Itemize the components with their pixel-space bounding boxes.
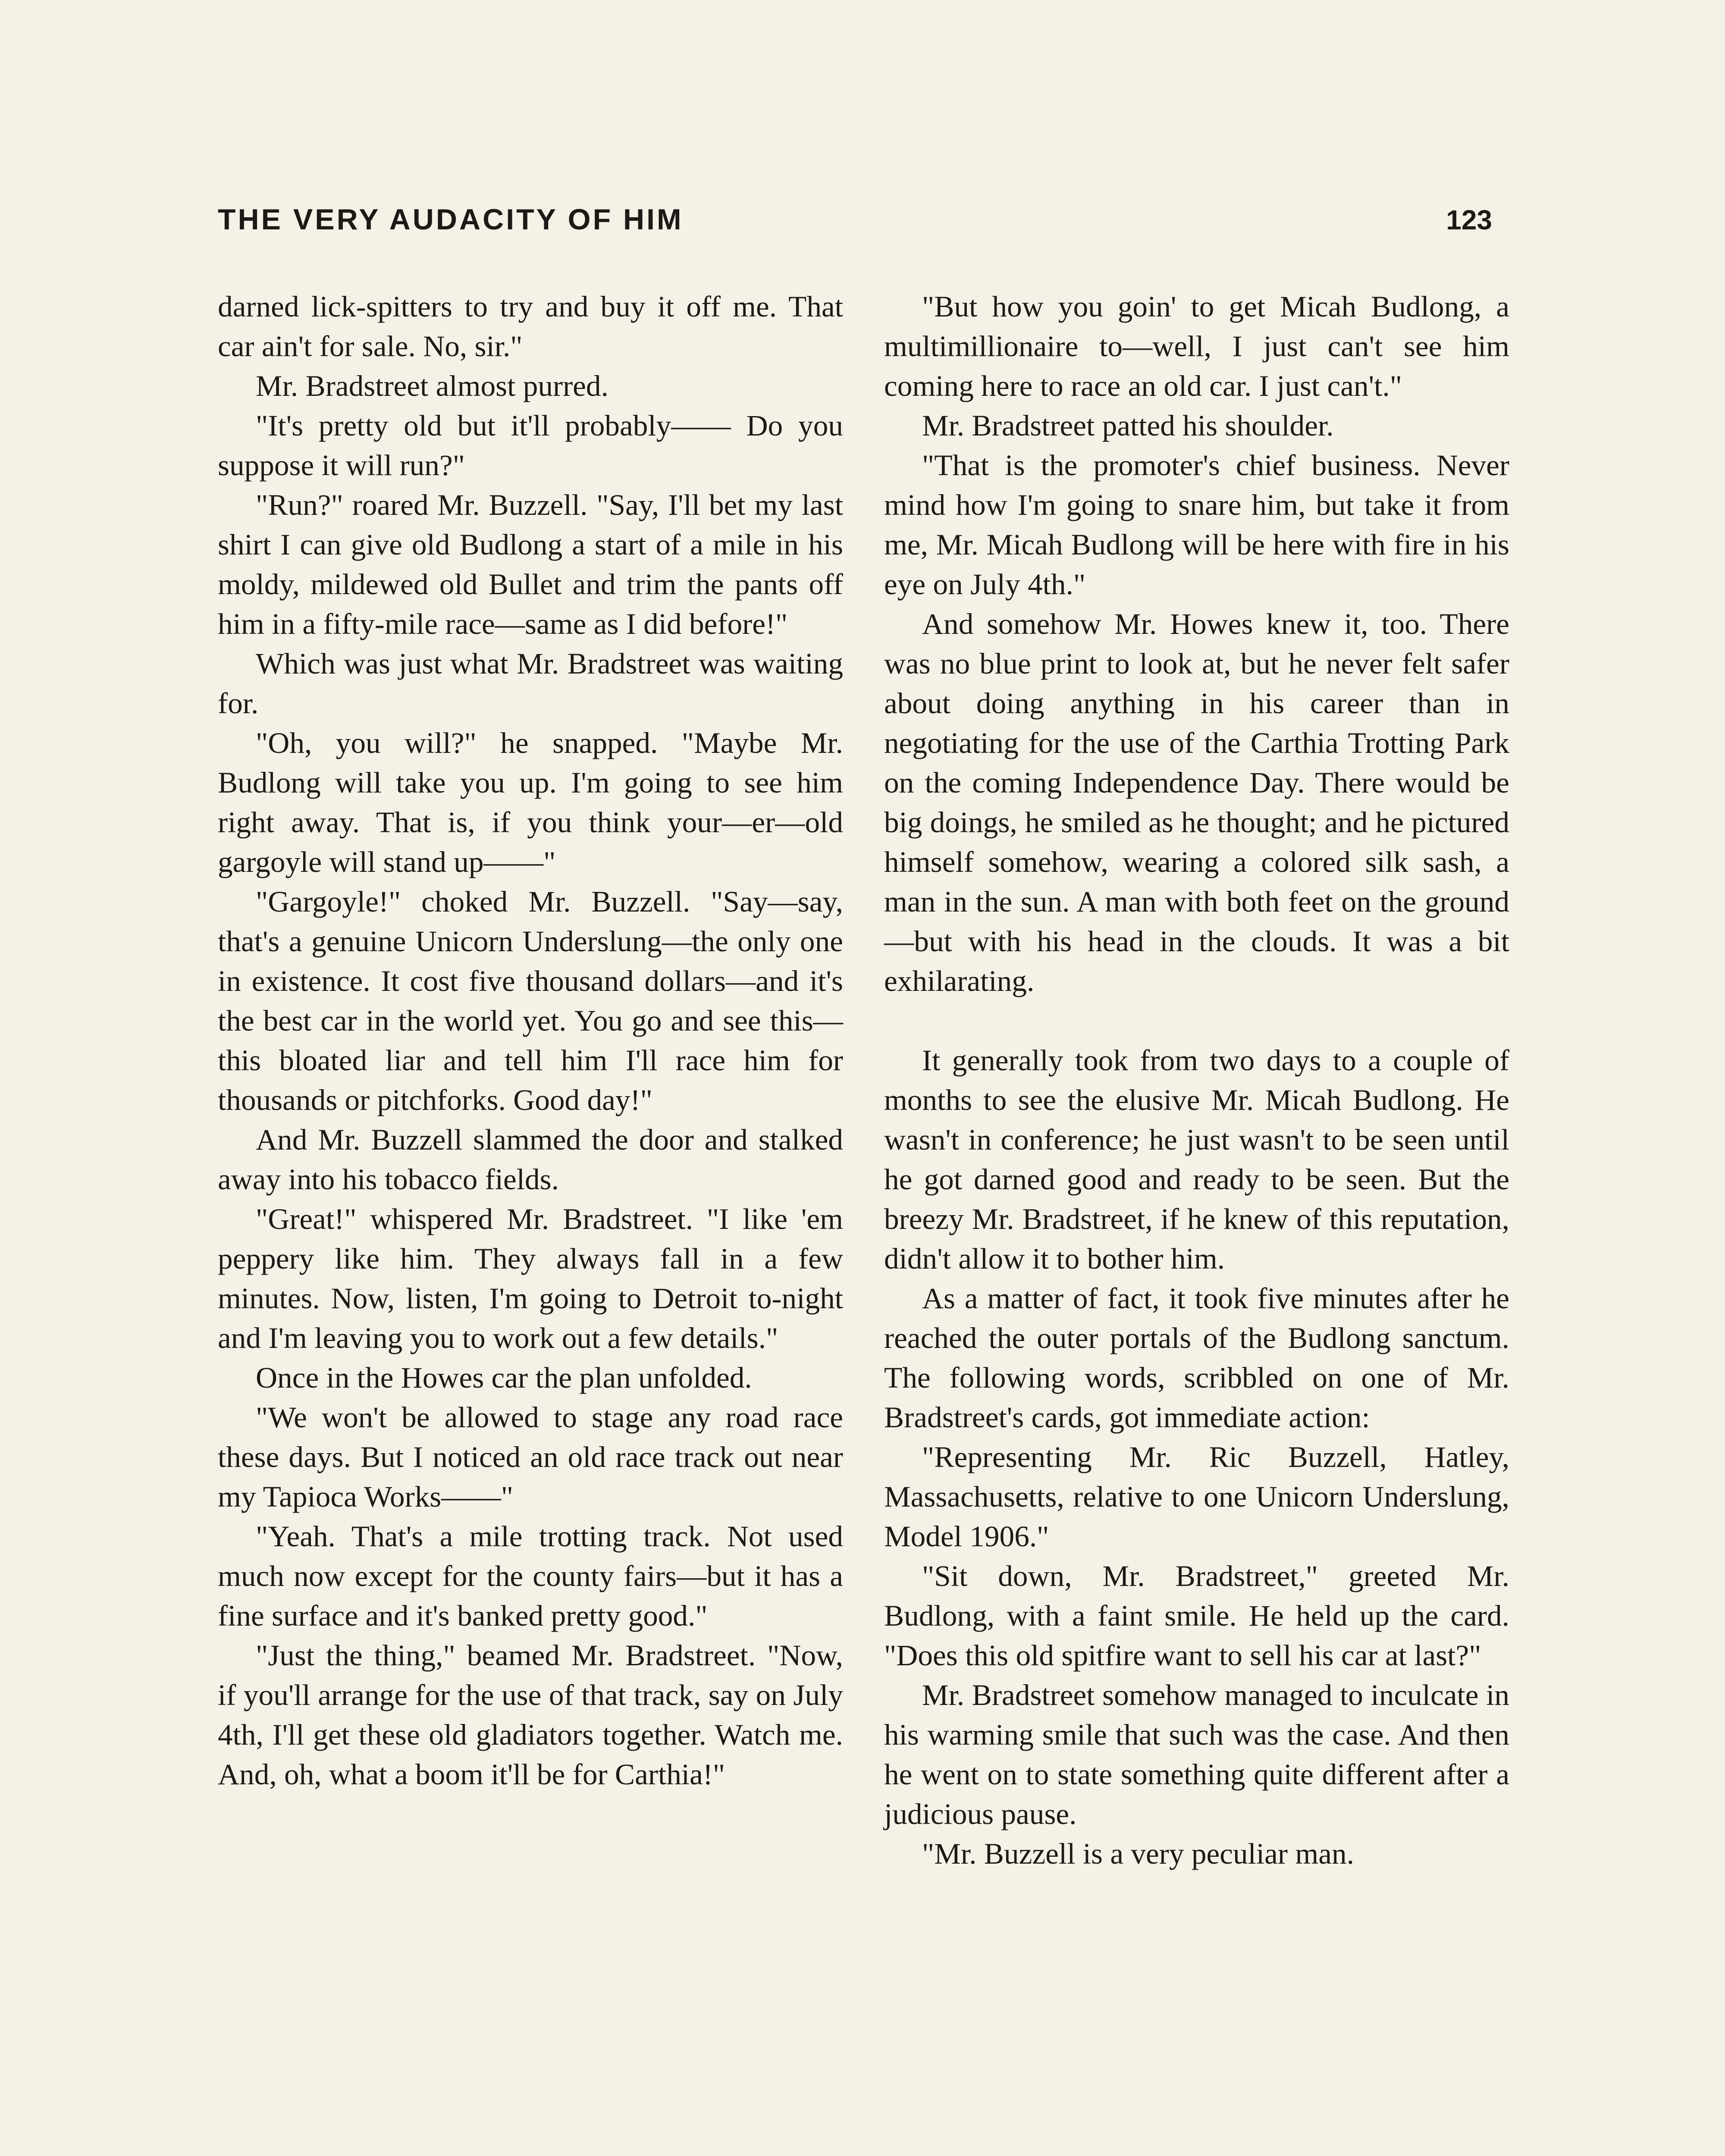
paragraph: Mr. Bradstreet almost purred.: [256, 369, 608, 402]
paragraph: "That is the promoter's chief business. Never mind how I'm going to snare him, but take it from me, Mr. Micah Budlong will be here with fire in his eye on July 4th.": [884, 448, 1509, 601]
paragraph: "Great!" whispered Mr. Bradstreet. "I like 'em peppery like him. They always fall in a few minutes. Now, listen, I'm going to Detroit to-night and I'm leaving you to work out a few details.": [218, 1202, 843, 1354]
paragraph: "It's pretty old but it'll probably—— Do you suppose it will run?": [218, 409, 843, 482]
paragraph: "Sit down, Mr. Bradstreet," greeted Mr. Budlong, with a faint smile. He held up the card. "Does this old spitfire want to sell his car at last?": [884, 1559, 1509, 1672]
paragraph: "Representing Mr. Ric Buzzell, Hatley, Massachusetts, relative to one Unicorn Underslung, Model 1906.": [884, 1440, 1509, 1553]
paragraph: "Run?" roared Mr. Buzzell. "Say, I'll bet my last shirt I can give old Budlong a start of a mile in his moldy, mildewed old Bullet and trim the pants off him in a fifty-mile race—same as I did before!": [218, 488, 843, 640]
paragraph: "Just the thing," beamed Mr. Bradstreet. "Now, if you'll arrange for the use of that track, say on July 4th, I'll get these old gladiators together. Watch me. And, oh, what a boom it'll be for Carthia!": [218, 1639, 843, 1791]
paragraph: And somehow Mr. Howes knew it, too. There was no blue print to look at, but he never felt safer about doing anything in his career than in negotiating for the use of the Carthia Trotting Park on the coming Independence Day. There would be big doings, he smiled as he thought; and he pictured himself somehow, wearing a colored silk sash, a man in the sun. A man with both feet on the ground—but with his head in the clouds. It was a bit exhilarating.: [884, 607, 1509, 997]
right-column: [884, 287, 1509, 1874]
paragraph: "But how you goin' to get Micah Budlong, a multimillionaire to—well, I just can't see him coming here to race an old car. I just can't.": [884, 290, 1509, 402]
page-number: 123: [1446, 204, 1492, 235]
paragraph: Mr. Bradstreet somehow managed to inculcate in his warming smile that such was the case. And then he went on to state something quite different after a judicious pause.: [884, 1678, 1509, 1830]
paragraph: "Gargoyle!" choked Mr. Buzzell. "Say—say, that's a genuine Unicorn Underslung—the only one in existence. It cost five thousand dollars—and it's the best car in the world yet. You go and see this—this bloated liar and tell him I'll race him for thousands or pitchforks. Good day!": [218, 885, 843, 1116]
paragraph: As a matter of fact, it took five minutes after he reached the outer portals of the Budlong sanctum. The following words, scribbled on one of Mr. Bradstreet's cards, got immediate action:: [884, 1282, 1509, 1434]
paragraph: "Yeah. That's a mile trotting track. Not used much now except for the county fairs—but it has a fine surface and it's banked pretty good.": [218, 1520, 843, 1632]
running-head: THE VERY AUDACITY OF HIM: [218, 203, 684, 236]
paragraph: darned lick-spitters to try and buy it off me. That car ain't for sale. No, sir.": [218, 290, 843, 363]
paragraph: "We won't be allowed to stage any road race these days. But I noticed an old race track out near my Tapioca Works——": [218, 1401, 843, 1513]
left-column: [218, 287, 843, 1794]
paragraph: Mr. Bradstreet patted his shoulder.: [922, 409, 1334, 442]
paragraph: Once in the Howes car the plan unfolded.: [256, 1361, 752, 1394]
paragraph: Which was just what Mr. Bradstreet was waiting for.: [218, 647, 843, 720]
page-header: [218, 203, 1492, 254]
paragraph: "Mr. Buzzell is a very peculiar man.: [922, 1837, 1354, 1870]
paragraph: It generally took from two days to a couple of months to see the elusive Mr. Micah Budlong. He wasn't in conference; he just wasn't to be seen until he got darned good and ready to be seen. But the breezy Mr. Bradstreet, if he knew of this reputation, didn't allow it to bother him.: [884, 1044, 1509, 1275]
paragraph: "Oh, you will?" he snapped. "Maybe Mr. Budlong will take you up. I'm going to see him right away. That is, if you think your—er—old gargoyle will stand up——": [218, 726, 843, 878]
paragraph: And Mr. Buzzell slammed the door and stalked away into his tobacco fields.: [218, 1123, 843, 1196]
